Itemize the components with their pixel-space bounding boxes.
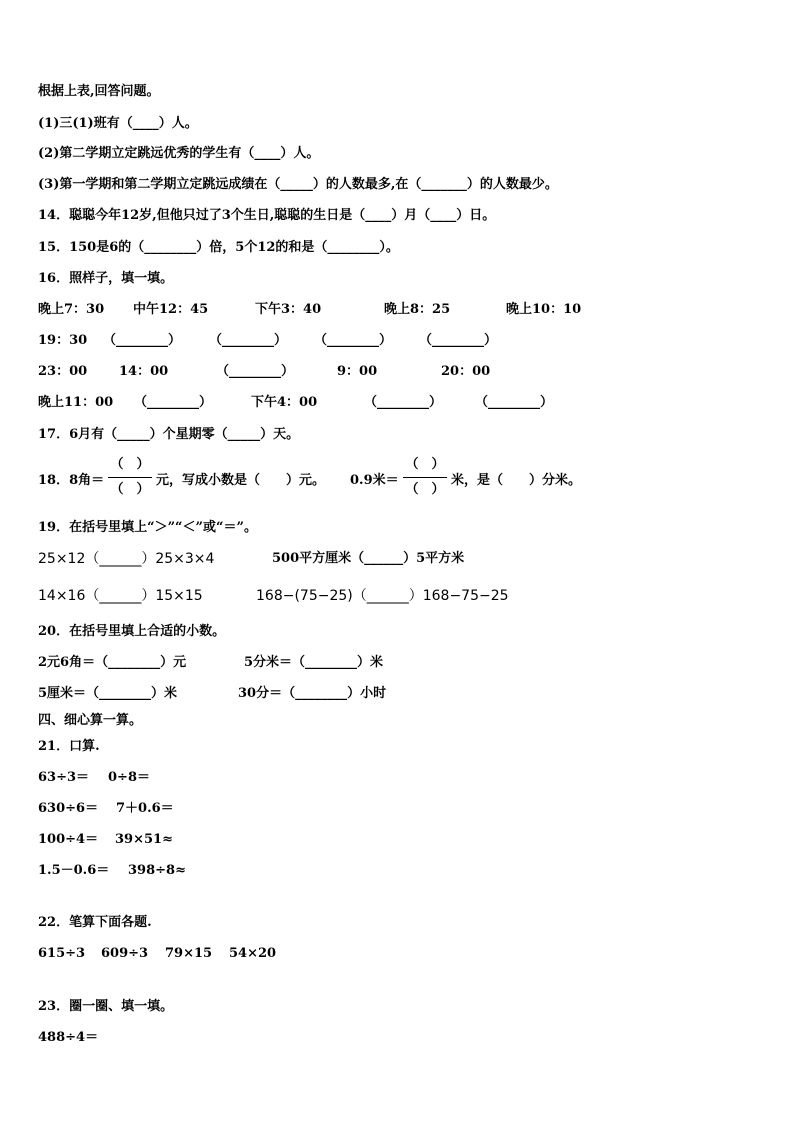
q20-title: 20．在括号里填上合适的小数。 [38,624,226,639]
q23-expression: 488÷4＝ [38,1030,99,1045]
fraction-bar [403,477,447,478]
q21-r2-b: 7＋0.6＝ [116,801,174,816]
q16-r2-blank4[interactable]: （________） [419,333,498,348]
q19-title: 19．在括号里填上“＞”“＜”或“＝”。 [38,520,257,535]
q23-title: 23．圈一圈、填一填。 [38,999,174,1014]
q19-a-left: 25×12（______）25×3×4 [38,551,215,567]
q18-frac1-denominator[interactable]: （ ） [110,482,150,497]
q16-r3-c5: 20：00 [441,364,491,379]
q16-r4-c3: 下午4：00 [251,395,318,410]
q21-r4-b: 398÷8≈ [128,863,186,878]
q16-r1-c3: 下午3：40 [255,302,322,317]
q18-suffix: 米，是（ ）分米。 [451,473,582,488]
q21-title: 21．口算. [38,739,100,754]
q17-line: 17．6月有（_____）个星期零（_____）天。 [38,427,300,442]
q16-r1-c4: 晚上8：25 [384,302,451,317]
q18-fraction-2 [403,456,447,499]
q22-item-3: 79×15 [165,946,213,961]
q18-fraction-1 [108,456,152,499]
q16-r1-c1: 晚上7：30 [38,302,105,317]
q20-b2: 30分＝（________）小时 [238,686,387,701]
q16-r4-c1: 晚上11：00 [38,395,114,410]
q21-r1-b: 0÷8＝ [108,770,150,785]
q16-r3-c1: 23：00 [38,364,88,379]
q21-r4-a: 1.5－0.6＝ [38,863,110,878]
q19-a-right: 500平方厘米（______）5平方米 [272,551,465,566]
q16-r2-c1: 19：30 [38,333,88,348]
q21-r3-a: 100÷4＝ [38,832,99,847]
fraction-bar [108,477,152,478]
intro-line: 根据上表,回答问题。 [38,84,160,99]
q16-r4-blank2[interactable]: （________） [364,395,443,410]
q22-item-1: 615÷3 [38,946,86,961]
q18-frac1-numerator[interactable]: （ ） [110,457,150,472]
q21-r3-b: 39×51≈ [115,832,173,847]
q13-part2: (2)第二学期立定跳远优秀的学生有（____）人。 [38,146,320,161]
q18-frac2-denominator[interactable]: （ ） [405,482,445,497]
q16-r2-blank2[interactable]: （________） [209,333,288,348]
q20-a2: 5分米＝（________）米 [244,655,384,670]
q20-b1: 5厘米＝（________）米 [38,686,178,701]
section-heading: 四、细心算一算。 [38,713,143,728]
q16-r2-blank1[interactable]: （________） [103,333,182,348]
q16-r3-c4: 9：00 [337,364,378,379]
q15-line: 15．150是6的（________）倍，5个12的和是（________）。 [38,240,399,255]
q20-a1: 2元6角＝（________）元 [38,655,187,670]
q16-r3-c2: 14：00 [119,364,169,379]
q13-part1: (1)三(1)班有（____）人。 [38,116,198,131]
q21-r2-a: 630÷6＝ [38,801,99,816]
q18-frac2-numerator[interactable]: （ ） [405,457,445,472]
q16-r1-c5: 晚上10：10 [506,302,582,317]
q16-title: 16．照样子，填一填。 [38,271,174,286]
q16-r4-blank3[interactable]: （________） [475,395,554,410]
q14-line: 14．聪聪今年12岁,但他只过了3个生日,聪聪的生日是（____）月（____）日。 [38,208,496,223]
q22-title: 22．笔算下面各题. [38,915,152,930]
q22-item-2: 609÷3 [101,946,149,961]
q16-r3-blank[interactable]: （________） [216,364,295,379]
q19-b-left: 14×16（______）15×15 [38,588,203,604]
q16-r2-blank3[interactable]: （________） [314,333,393,348]
q18-prefix: 18．8角＝ [38,473,105,488]
q22-item-4: 54×20 [229,946,277,961]
q16-r4-blank1[interactable]: （________） [134,395,213,410]
q19-b-right: 168−(75−25)（______）168−75−25 [256,588,509,604]
q21-r1-a: 63÷3＝ [38,770,90,785]
q16-r1-c2: 中午12：45 [133,302,209,317]
q18-part2: 0.9米＝ [350,473,399,488]
q18-mid: 元，写成小数是（ ）元。 [156,473,326,488]
q13-part3: (3)第一学期和第二学期立定跳远成绩在（_____）的人数最多,在（_______）的人数最少。 [38,177,558,192]
